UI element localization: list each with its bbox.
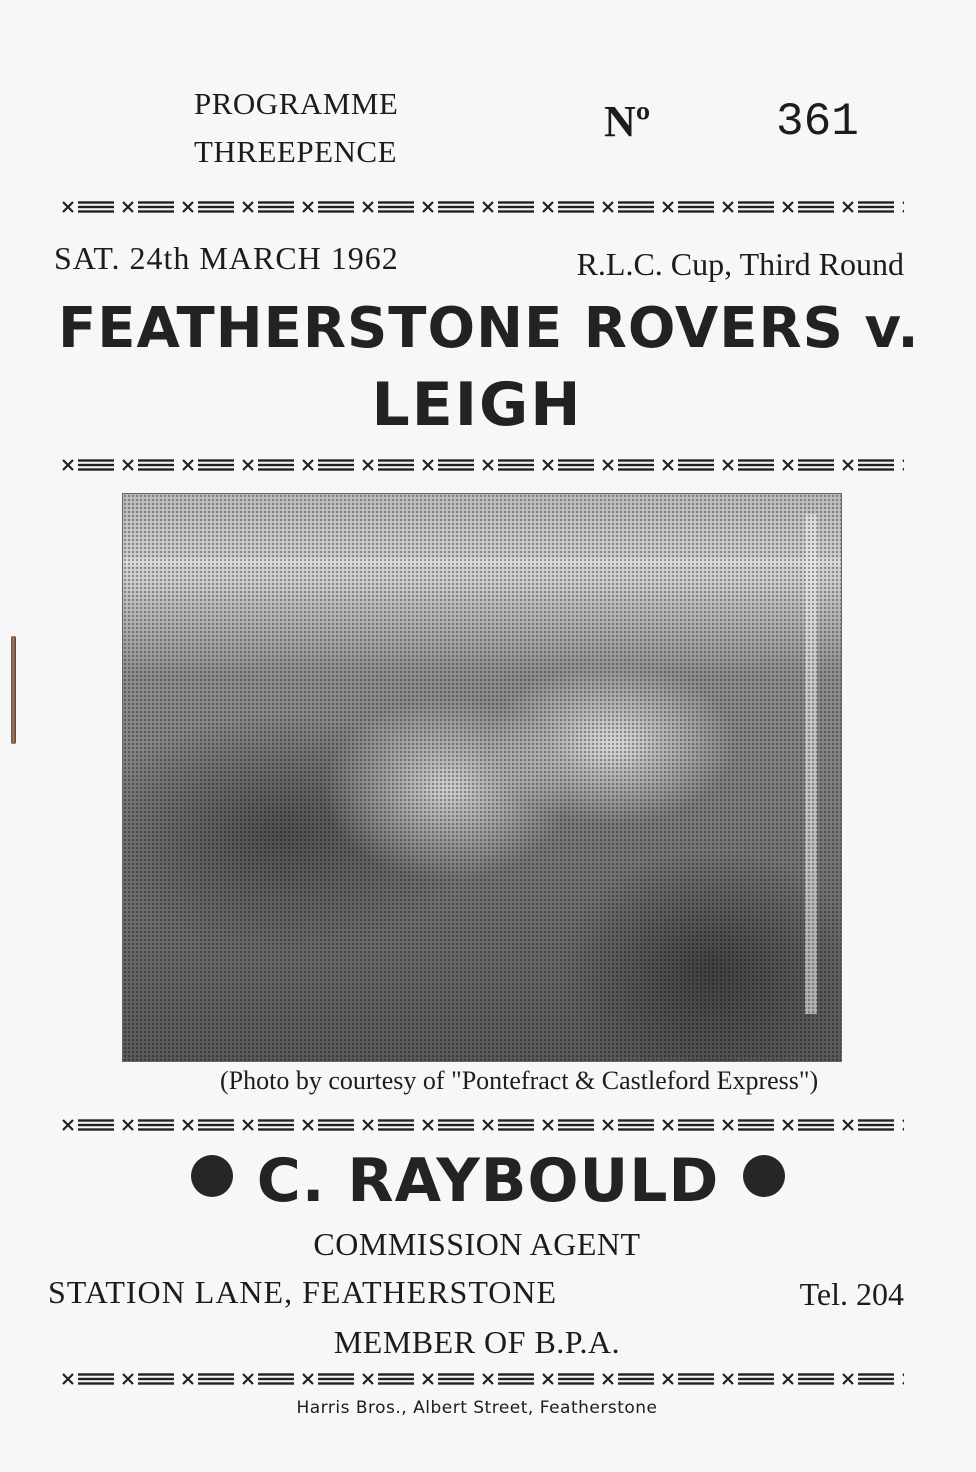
border-bar [258, 1128, 294, 1130]
border-bar [858, 1378, 894, 1380]
border-bar [318, 201, 354, 203]
border-bar [318, 1128, 354, 1130]
border-bar [438, 210, 474, 212]
border-bar [798, 459, 834, 461]
photo-caption: (Photo by courtesy of "Pontefract & Castleford Express") [220, 1066, 819, 1095]
programme-number: 361 [776, 96, 859, 148]
advert-telephone: Tel. 204 [799, 1276, 904, 1312]
border-motif [543, 201, 594, 212]
border-bar [78, 1128, 114, 1130]
photo-halftone [123, 494, 841, 1061]
border-bar [378, 468, 414, 470]
border-bar [558, 459, 594, 461]
border-bar [738, 1378, 774, 1380]
border-bar [738, 1124, 774, 1126]
advert-title: COMMISSION AGENT [313, 1226, 641, 1262]
border-motif [63, 1119, 114, 1130]
border-motif [423, 201, 474, 212]
border-bar [618, 1128, 654, 1130]
border-bar [858, 464, 894, 466]
border-motif [603, 1373, 654, 1384]
border-bar [798, 1378, 834, 1380]
border-motif [363, 201, 414, 212]
border-bar [138, 1382, 174, 1384]
border-bar [738, 464, 774, 466]
border-bar [858, 468, 894, 470]
border-bar [378, 464, 414, 466]
border-bar [318, 210, 354, 212]
border-bar [378, 459, 414, 461]
border-bar [138, 1378, 174, 1380]
border-motif [543, 459, 594, 470]
border-bar [498, 210, 534, 212]
border-bar [558, 464, 594, 466]
border-bar [138, 1373, 174, 1375]
border-bar [498, 1124, 534, 1126]
border-motif [543, 1119, 594, 1130]
border-bar [858, 1373, 894, 1375]
border-bar [498, 201, 534, 203]
border-bar [78, 1124, 114, 1126]
border-bar [78, 210, 114, 212]
border-bar [438, 459, 474, 461]
border-bar [738, 1128, 774, 1130]
border-motif [843, 1119, 894, 1130]
border-motif [543, 1373, 594, 1384]
advert-membership: MEMBER OF B.P.A. [333, 1324, 621, 1360]
border-bar [378, 210, 414, 212]
border-motif [483, 201, 534, 212]
border-bar [258, 464, 294, 466]
bullet-icon [743, 1155, 785, 1197]
border-motif [183, 1119, 234, 1130]
programme-price-block [194, 80, 398, 176]
border-bar [798, 1382, 834, 1384]
border-bar [138, 210, 174, 212]
border-bar [138, 459, 174, 461]
border-bar [438, 1382, 474, 1384]
border-bar [498, 468, 534, 470]
border-motif [663, 459, 714, 470]
bullet-icon [191, 1155, 233, 1197]
border-bar [858, 1128, 894, 1130]
border-motif [423, 459, 474, 470]
border-bar [678, 1119, 714, 1121]
border-bar [198, 1124, 234, 1126]
border-bar [858, 1382, 894, 1384]
border-bar [618, 206, 654, 208]
border-bar [138, 464, 174, 466]
border-bar [78, 1382, 114, 1384]
border-bar [798, 1373, 834, 1375]
border-motif [423, 1373, 474, 1384]
border-bar [318, 1382, 354, 1384]
border-bar [198, 468, 234, 470]
border-bar [618, 1124, 654, 1126]
decorative-border-top [60, 196, 904, 218]
border-bar [318, 1124, 354, 1126]
border-bar [678, 1128, 714, 1130]
border-bar [738, 468, 774, 470]
border-bar [198, 459, 234, 461]
border-motif [183, 1373, 234, 1384]
border-bar [738, 459, 774, 461]
border-motif [123, 1119, 174, 1130]
border-bar [678, 201, 714, 203]
border-bar [558, 1373, 594, 1375]
border-bar [798, 464, 834, 466]
border-bar [618, 210, 654, 212]
border-bar [858, 206, 894, 208]
border-motif [663, 1119, 714, 1130]
border-bar [618, 464, 654, 466]
border-bar [498, 464, 534, 466]
border-bar [498, 1128, 534, 1130]
border-motif [723, 1373, 774, 1384]
border-bar [858, 210, 894, 212]
border-bar [78, 1378, 114, 1380]
border-bar [258, 206, 294, 208]
border-ornament [60, 196, 904, 218]
border-motif [243, 1119, 294, 1130]
border-bar [618, 1382, 654, 1384]
border-bar [798, 201, 834, 203]
border-bar [138, 1119, 174, 1121]
border-bar [558, 468, 594, 470]
decorative-border-bottom [60, 1368, 904, 1390]
border-bar [378, 1378, 414, 1380]
border-bar [558, 201, 594, 203]
border-bar [438, 1119, 474, 1121]
match-date: SAT. 24th MARCH 1962 [54, 240, 399, 276]
border-bar [138, 468, 174, 470]
border-bar [318, 1378, 354, 1380]
border-bar [678, 206, 714, 208]
border-bar [138, 206, 174, 208]
border-bar [738, 210, 774, 212]
border-motif [663, 1373, 714, 1384]
border-bar [318, 206, 354, 208]
border-bar [558, 206, 594, 208]
border-bar [678, 1378, 714, 1380]
border-bar [738, 1373, 774, 1375]
border-bar [438, 468, 474, 470]
match-photo [122, 493, 842, 1062]
border-ornament [60, 454, 904, 476]
border-bar [738, 1382, 774, 1384]
border-motif [903, 1120, 904, 1130]
border-bar [618, 468, 654, 470]
border-bar [618, 201, 654, 203]
border-motif [483, 459, 534, 470]
border-bar [798, 1124, 834, 1126]
border-bar [558, 210, 594, 212]
border-bar [498, 1378, 534, 1380]
border-bar [198, 464, 234, 466]
border-bar [138, 201, 174, 203]
border-motif [303, 1373, 354, 1384]
border-bar [738, 206, 774, 208]
border-bar [78, 201, 114, 203]
border-bar [498, 1373, 534, 1375]
border-bar [678, 459, 714, 461]
border-ornament [60, 1368, 904, 1390]
border-bar [138, 1124, 174, 1126]
border-bar [78, 1119, 114, 1121]
border-motif [303, 459, 354, 470]
border-bar [378, 1128, 414, 1130]
number-label: Nº [604, 97, 651, 146]
programme-label: PROGRAMME [194, 86, 399, 121]
border-bar [258, 1124, 294, 1126]
border-bar [198, 210, 234, 212]
border-motif [723, 459, 774, 470]
border-bar [678, 1373, 714, 1375]
border-bar [798, 1128, 834, 1130]
price-label: THREEPENCE [194, 134, 398, 169]
border-motif [783, 201, 834, 212]
border-bar [258, 468, 294, 470]
border-motif [903, 460, 904, 470]
border-bar [438, 206, 474, 208]
border-bar [78, 1373, 114, 1375]
border-bar [438, 1128, 474, 1130]
border-bar [678, 1124, 714, 1126]
border-motif [123, 459, 174, 470]
border-motif [183, 201, 234, 212]
border-bar [618, 1373, 654, 1375]
border-bar [138, 1128, 174, 1130]
border-bar [678, 210, 714, 212]
border-bar [798, 1119, 834, 1121]
border-motif [243, 1373, 294, 1384]
border-bar [198, 1119, 234, 1121]
border-bar [378, 206, 414, 208]
border-motif [903, 202, 904, 212]
border-bar [438, 201, 474, 203]
border-ornament [60, 1114, 904, 1136]
decorative-border-middle [60, 454, 904, 476]
border-bar [618, 1378, 654, 1380]
border-bar [378, 1382, 414, 1384]
border-bar [258, 1378, 294, 1380]
staple [11, 636, 16, 744]
border-bar [258, 1382, 294, 1384]
border-bar [558, 1382, 594, 1384]
border-bar [318, 1119, 354, 1121]
border-bar [318, 1373, 354, 1375]
border-bar [78, 206, 114, 208]
border-motif [603, 1119, 654, 1130]
border-bar [198, 201, 234, 203]
border-bar [198, 1378, 234, 1380]
away-team-heading: LEIGH [371, 370, 583, 440]
border-motif [783, 1119, 834, 1130]
border-bar [498, 1382, 534, 1384]
border-motif [483, 1119, 534, 1130]
border-bar [378, 1119, 414, 1121]
border-motif [63, 1373, 114, 1384]
border-bar [498, 1119, 534, 1121]
home-team-heading: FEATHERSTONE ROVERS v. [58, 296, 920, 361]
border-bar [378, 1373, 414, 1375]
border-bar [438, 1124, 474, 1126]
border-bar [258, 210, 294, 212]
border-bar [858, 201, 894, 203]
border-motif [603, 459, 654, 470]
border-motif [483, 1373, 534, 1384]
border-bar [558, 1378, 594, 1380]
border-bar [618, 1119, 654, 1121]
border-bar [858, 459, 894, 461]
border-bar [198, 1373, 234, 1375]
border-bar [678, 1382, 714, 1384]
border-motif [843, 1373, 894, 1384]
decorative-border-lower [60, 1114, 904, 1136]
border-bar [78, 459, 114, 461]
border-bar [618, 459, 654, 461]
border-motif [903, 1374, 904, 1384]
border-motif [723, 201, 774, 212]
border-motif [843, 459, 894, 470]
advert-name-text: C. RAYBOULD [256, 1146, 720, 1216]
advert-name [0, 1146, 976, 1216]
competition-round: R.L.C. Cup, Third Round [576, 246, 904, 282]
border-motif [423, 1119, 474, 1130]
border-motif [363, 1119, 414, 1130]
border-motif [123, 1373, 174, 1384]
border-bar [318, 459, 354, 461]
border-motif [63, 201, 114, 212]
border-bar [798, 468, 834, 470]
border-bar [558, 1119, 594, 1121]
border-bar [198, 206, 234, 208]
border-motif [663, 201, 714, 212]
border-bar [558, 1124, 594, 1126]
border-bar [258, 459, 294, 461]
border-bar [258, 1373, 294, 1375]
border-bar [558, 1128, 594, 1130]
border-bar [678, 464, 714, 466]
border-bar [858, 1119, 894, 1121]
border-bar [798, 210, 834, 212]
border-bar [678, 468, 714, 470]
border-motif [63, 459, 114, 470]
border-motif [363, 1373, 414, 1384]
border-motif [843, 201, 894, 212]
border-bar [858, 1124, 894, 1126]
border-bar [258, 201, 294, 203]
border-bar [78, 468, 114, 470]
border-motif [783, 1373, 834, 1384]
border-bar [798, 206, 834, 208]
border-motif [243, 201, 294, 212]
border-motif [303, 1119, 354, 1130]
border-bar [198, 1382, 234, 1384]
printer-credit: Harris Bros., Albert Street, Featherstone [296, 1398, 658, 1418]
advert-address: STATION LANE, FEATHERSTONE [48, 1274, 558, 1310]
border-motif [723, 1119, 774, 1130]
border-bar [378, 201, 414, 203]
border-bar [438, 1373, 474, 1375]
border-bar [738, 201, 774, 203]
border-bar [318, 468, 354, 470]
border-motif [123, 201, 174, 212]
border-bar [498, 206, 534, 208]
border-bar [498, 459, 534, 461]
border-bar [738, 1119, 774, 1121]
border-motif [783, 459, 834, 470]
border-motif [243, 459, 294, 470]
border-bar [378, 1124, 414, 1126]
border-bar [438, 1378, 474, 1380]
border-motif [603, 201, 654, 212]
border-motif [183, 459, 234, 470]
border-bar [438, 464, 474, 466]
border-bar [78, 464, 114, 466]
border-bar [258, 1119, 294, 1121]
border-motif [303, 201, 354, 212]
border-motif [363, 459, 414, 470]
border-bar [198, 1128, 234, 1130]
border-bar [318, 464, 354, 466]
